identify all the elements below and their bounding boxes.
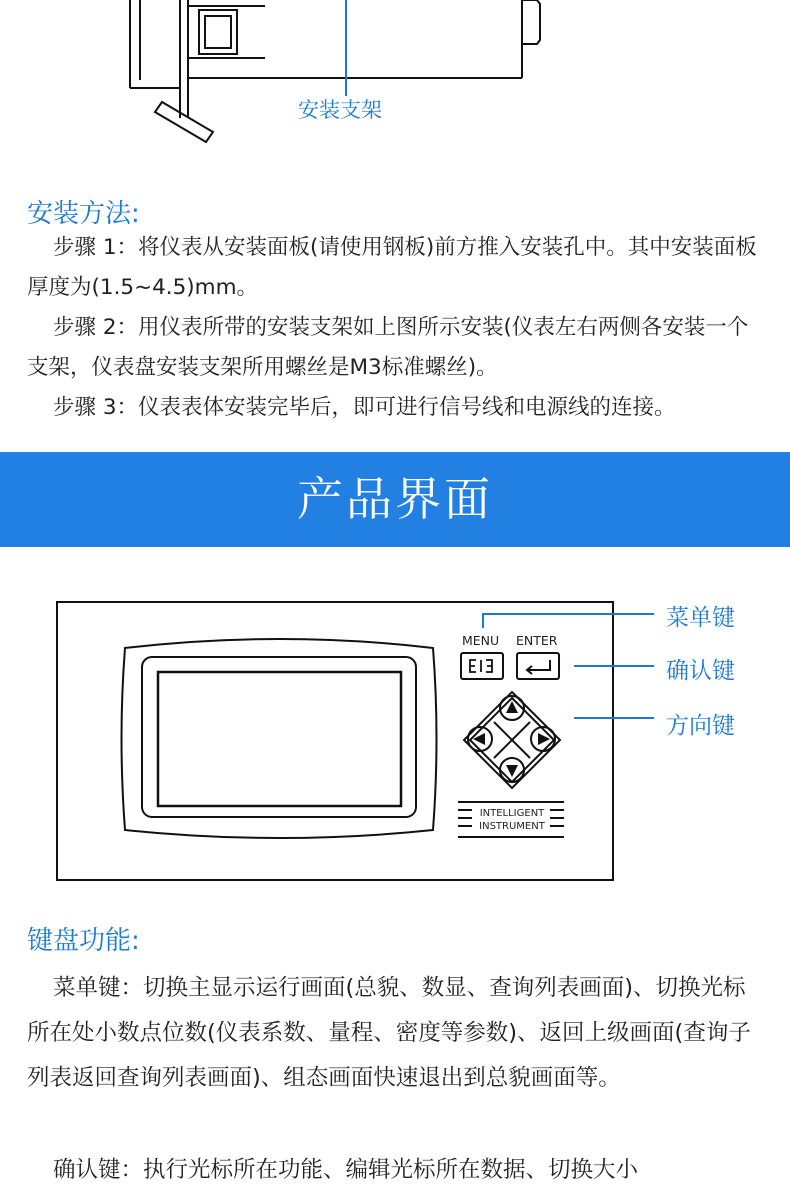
bracket-label: 安装支架 [298, 98, 382, 122]
logo-line-2: INSTRUMENT [479, 821, 545, 832]
keyboard-para-menu: 菜单键：切换主显示运行画面(总貌、数显、查询列表画面)、切换光标所在处小数点位数(仪表系数、量程、密度等参数)、返回上级画面(查询子列表返回查询列表画面)、组态画面快速退出到总貌画面等。 [27, 975, 751, 1091]
down-arrow-icon [506, 765, 518, 777]
menu-key-icon [470, 660, 492, 672]
keyboard-para-confirm: 确认键：执行光标所在功能、编辑光标所在数据、切换大小 [53, 1157, 639, 1183]
enter-key [517, 653, 559, 679]
install-step-3: 步骤 3：仪表表体安装完毕后，即可进行信号线和电源线的连接。 [53, 395, 676, 420]
bracket-drawing [0, 0, 790, 150]
callout-direction-key: 方向键 [666, 713, 735, 739]
lcd-screen [158, 672, 401, 806]
panel-drawing [0, 590, 790, 890]
keyboard-heading: 键盘功能: [27, 926, 140, 956]
install-heading: 安装方法: [27, 199, 140, 229]
callout-confirm-key: 确认键 [666, 658, 735, 684]
install-step-1: 步骤 1：将仪表从安装面板(请使用钢板)前方推入安装孔中。其中安装面板厚度为(1.5~4.5)mm。 [27, 235, 757, 300]
callout-menu-key: 菜单键 [666, 605, 735, 631]
screen-bezel [122, 639, 437, 838]
menu-label: MENU [462, 633, 500, 648]
logo-line-1: INTELLIGENT [479, 808, 545, 819]
menu-key [461, 653, 503, 679]
install-step-2: 步骤 2：用仪表所带的安装支架如上图所示安装(仪表左右两侧各安装一个支架，仪表盘安装支架所用螺丝是M3标准螺丝)。 [27, 315, 749, 380]
enter-label: ENTER [516, 633, 558, 648]
section-banner: 产品界面 [0, 452, 790, 547]
